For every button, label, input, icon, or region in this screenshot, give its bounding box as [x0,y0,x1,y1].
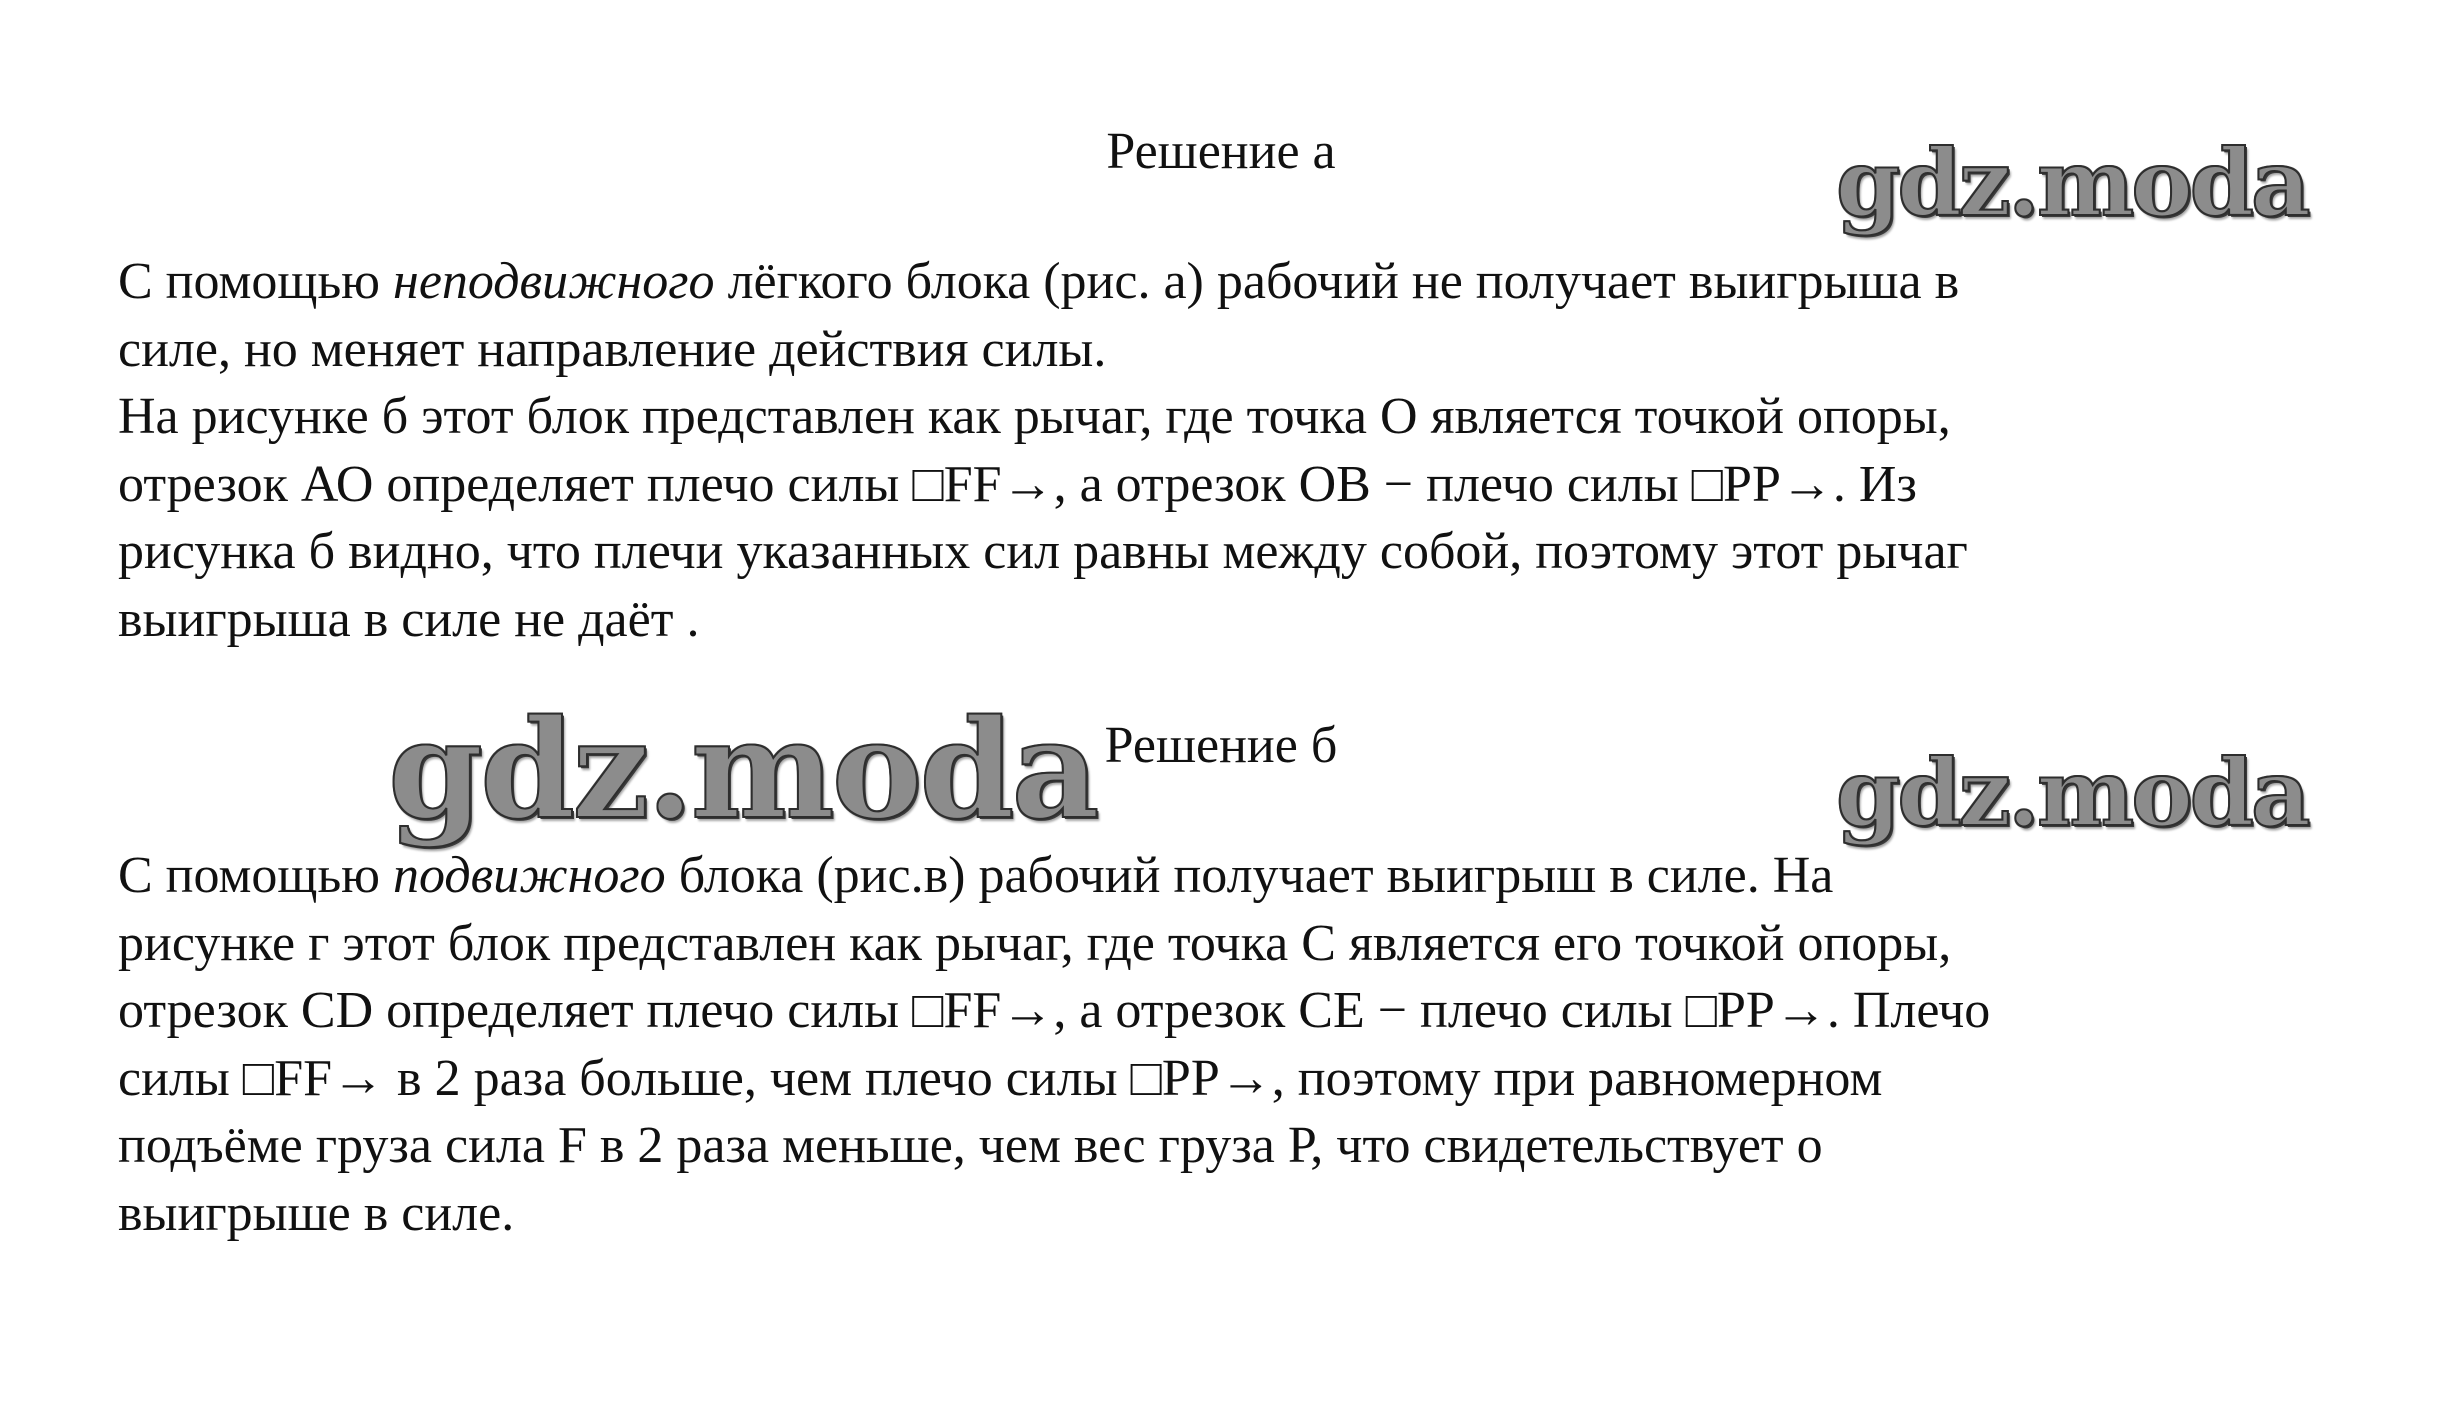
solution-a-heading: Решение а [1106,123,1336,180]
text-line: На рисунке б этот блок представлен как рычаг, где точка О является точкой опоры, [118,388,1951,445]
text-line [118,1045,2368,1113]
text-line [118,316,2368,384]
text-run: подъёме груза сила F в 2 раза меньше, чем вес груза Р, что свидетельствует о [118,1117,1823,1174]
text-run: рисунке г этот блок представлен как рычаг, где точка С является его точкой опоры, [118,914,1952,972]
text-line: рисунка б видно, что плечи указанных сил равны между собой, поэтому этот рычаг [118,523,1968,580]
text-line: выигрыша в силе не даёт . [118,590,700,648]
watermark-logo: gdz.moda [1836,739,2308,847]
solution-a-paragraph-1 [118,248,2368,383]
text-line [118,1180,2368,1248]
watermark-logo: gdz.moda [388,690,1097,850]
text-run: С помощью [118,253,394,310]
watermark-logo: gdz.moda [1836,129,2308,237]
solution-b-paragraph [118,842,2368,1247]
text-line [118,842,2368,910]
text-run: силы □FF→ в 2 раза больше, чем плечо силы □PP→, поэтому при равномерном [118,1049,1883,1107]
text-line [118,910,2368,978]
text-line [118,1112,2368,1180]
text-run: лёгкого блока (рис. а) рабочий не получает выигрыша в [714,253,1960,310]
text-run: выигрыше в силе. [118,1184,515,1242]
text-run: отрезок CD определяет плечо силы □FF→, а отрезок СЕ − плечо силы □PP→. Плечо [118,982,1991,1039]
text-line [118,977,2368,1045]
text-run: силе, но меняет направление действия силы. [118,320,1107,378]
italic-term: подвижного [393,847,666,904]
solution-b-heading: Решение б [1104,717,1338,774]
text-line: отрезок АО определяет плечо силы □FF→, а отрезок ОВ − плечо силы □PP→. Из [118,455,1917,513]
italic-term: неподвижного [393,253,715,310]
text-run: С помощью [118,847,394,904]
solution-a-paragraph-2 [118,383,2368,653]
text-run: блока (рис.в) рабочий получает выигрыш в силе. На [665,847,1834,904]
text-line [118,248,2368,316]
